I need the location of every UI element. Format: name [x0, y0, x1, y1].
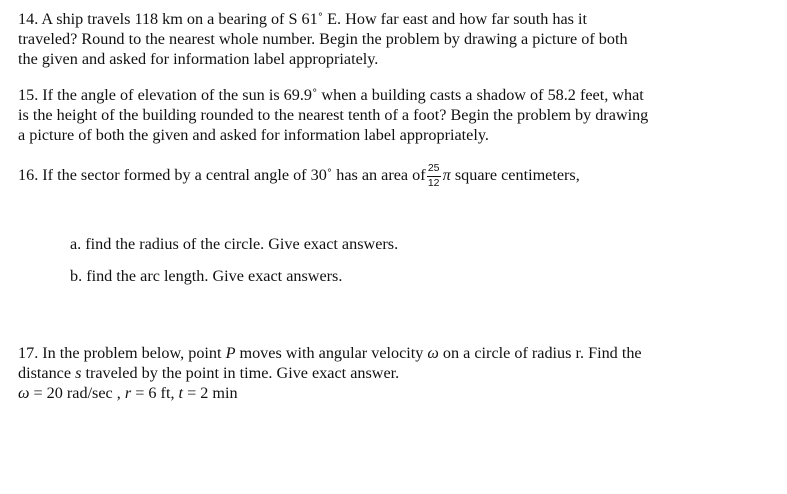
- text: on a circle of radius r. Find the: [438, 344, 642, 362]
- omega-symbol: ω: [18, 384, 30, 402]
- pi-symbol: π: [442, 166, 451, 184]
- r-symbol: r: [124, 384, 132, 402]
- part-a-text: a. find the radius of the circle. Give exact answers.: [70, 235, 399, 253]
- part-b-text: b. find the arc length. Give exact answers.: [70, 267, 343, 285]
- fraction-numerator: 25: [427, 162, 440, 175]
- text: moves with angular velocity: [235, 344, 428, 362]
- r-value: = 6 ft,: [131, 384, 179, 402]
- problem-14-line-2: traveled? Round to the nearest whole number. Begin the problem by drawing a picture of both: [18, 30, 628, 48]
- distance-s-symbol: s: [75, 364, 82, 382]
- problem-14-line-1: 14. A ship travels 118 km on a bearing of S 61˚ E. How far east and how far south has it: [18, 10, 588, 28]
- t-value: = 2 min: [183, 384, 238, 402]
- problem-16-part-a: [70, 234, 398, 254]
- problem-17: [18, 343, 778, 403]
- problem-17-line-1: [18, 343, 778, 363]
- problem-16: [18, 158, 778, 192]
- t-symbol: t: [178, 384, 184, 402]
- problem-15-line-1: 15. If the angle of elevation of the sun is 69.9˚ when a building casts a shadow of 58.2 feet, what: [18, 86, 644, 104]
- problem-16-part-b: [70, 266, 342, 286]
- problem-14-line-3: the given and asked for information label appropriately.: [18, 50, 379, 68]
- text: traveled by the point in time. Give exact answer.: [81, 364, 400, 382]
- omega-symbol: ω: [427, 344, 439, 362]
- problem-17-line-2: [18, 363, 778, 383]
- point-p-symbol: P: [225, 344, 236, 362]
- area-fraction: [427, 161, 441, 191]
- problem-15-line-3: a picture of both the given and asked for information label appropriately.: [18, 126, 489, 144]
- problem-15: [18, 85, 778, 145]
- omega-value: = 20 rad/sec ,: [29, 384, 125, 402]
- problem-17-givens: [18, 383, 778, 403]
- problem-14: [18, 9, 778, 69]
- fraction-denominator: 12: [427, 177, 440, 190]
- problem-16-text-after: square centimeters,: [450, 166, 580, 184]
- problem-15-line-2: is the height of the building rounded to the nearest tenth of a foot? Begin the problem by drawing: [18, 106, 649, 124]
- problem-16-text-before: 16. If the sector formed by a central angle of 30˚ has an area of: [18, 166, 426, 184]
- text: distance: [18, 364, 76, 382]
- text: 17. In the problem below, point: [18, 344, 226, 362]
